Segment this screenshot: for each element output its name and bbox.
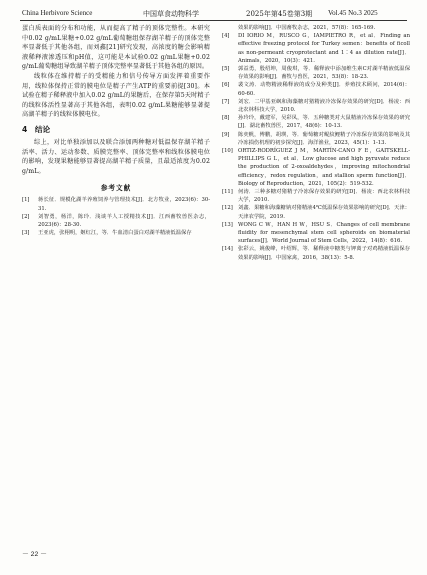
issue-cn: 2025年第45卷第3期 [246,10,313,18]
page-number: － 22 － [22,551,47,558]
reference-number: [4] [222,33,230,40]
reference-number: [8] [222,115,230,122]
reference-item [222,24,410,32]
header-rule [20,20,407,21]
reference-number: [7] [222,98,230,105]
reference-item [22,229,210,237]
reference-number: [1] [22,197,30,204]
reference-text: 刘智勇，杨洋，陈玲．浅谈羊人工授精技术[J]．江西畜牧兽医杂志，2023(6)：28-30. [38,213,210,228]
right-column [222,24,410,262]
reference-item [222,32,410,65]
reference-number: [9] [222,131,230,138]
reference-list [222,24,410,262]
journal-name-cn: 中国草食动物科学 [143,10,199,18]
reference-text: DI IORIO M，RUSCO G，IAMPIETRO R，et al．Finding an effective freezing protocol for Turkey semen：benefits of ficoll as non-permeant cryoprotectant and 1∶4 as dilution rate[J]．Animals，2020，10(3)：421. [238,33,410,64]
reference-text: 蒋长征．规模化湖羊养殖饲养与管理技术[J]．北方牧业，2023(6)：30-31. [38,197,210,212]
journal-name-en: China Herbivore Science [22,9,93,17]
reference-text: 张彩云，姚俊峰，叶绍辉，等．稀释液中糖类与钾离子对鸡精液低温保存效果的影响[J]．中国家禽，2016，38(13)：5-8. [238,246,410,261]
reference-item [222,65,410,81]
reference-list [22,196,210,237]
reference-text: 何涛．三种多糖对猪精子冷冻保存效果的研究[D]．杨凌：西北农林科技大学，2010. [238,189,410,204]
reference-number: [10] [222,148,233,155]
reference-number: [6] [222,82,230,89]
reference-item [222,245,410,261]
reference-item [222,204,410,220]
reference-text: 陈奕帆，傅鹏，胡瑛，等．葡萄糖对鳀紋鲤精子冷冻保存效果的影响及其冷冻损伤机理的初步探究[J]．海洋渔业，2023，45(1)：1-13. [238,131,410,146]
reference-number: [11] [222,189,233,196]
reference-text: 刘鑫．果糖和海藻糖钠对猪精液4℃低温保存效果影响的研究[D]．天津：天津农学院，2019. [238,205,410,220]
reference-item [222,221,410,246]
references-heading: 参考文献 [100,184,132,193]
reference-item [22,213,210,229]
reference-number: [14] [222,246,233,253]
paragraph: 蛋白质表面的分布和功能，从而提高了精子的顶体完整性。本研究中0.02 g/mL果糖+0.02 g/mL葡萄糖组保存湖羊精子的顶体完整率显著低于其他各组，而刘鑫[21]研究发现，高浓度的糖会影响精液稀释液渗透压和pH值，这可能是本试验0.02 g/mL果糖+0.02 g/mL葡萄糖组导致湖羊精子顶体完整率显著低于其他各组的原因。 [22,25,210,71]
left-column [22,24,210,237]
reference-number: [3] [22,230,30,237]
reference-number: [2] [22,213,30,220]
reference-text: 王亚虎，张栩明，姬红江，等．牛血清白蛋白对湖羊精液低温保存 [38,230,192,237]
reference-number: [5] [222,66,230,73]
reference-item [222,114,410,130]
reference-item [222,81,410,97]
reference-item [222,188,410,204]
reference-text: 刘宏．二甲基亚砜和海藻糖对猪精液冷冻保存效果的研究[D]．杨凌：西北农林科技大学，2010. [238,98,410,114]
reference-text: WONG C W，HAN H W，HSU S．Changes of cell membrane fluidity for mesenchymal stem cell spheroids on biomaterial surfaces[J]．World Journal of Stem Cells，2022，14(8)：616. [238,221,410,245]
reference-item [222,131,410,147]
reference-text: ORTIZ-RODRÍGUEZ J M，MARTÍN-CANO F E，GAITSKELL-PHILLIPS G L，et al．Low glucose and high pyruvate reduce the production of 2-oxoaldehydes，improving mitochondrial efficiency，redox regulation，and stallion sperm function[J]．Biology of Reproduction，2021，105(2)：519-532. [238,148,410,187]
reference-number: [13] [222,221,233,228]
reference-text: 效果的影响[J]．中国畜牧杂志，2021，57(8)：165-169. [238,25,376,31]
reference-item [222,147,410,188]
paragraph: 线粒体在维持精子的受精能力和信号传导方面发挥着重要作用，线粒体保持正常的膜电位是精子产生ATP的重要前提[30]。本试验在精子稀释液中加入0.02 g/mL的果糖后，在保存第5天时精子的线粒体活性显著高于其他各组，表明0.02 g/mL果糖能够显著提高湖羊精子的线粒体膜电位。 [22,72,210,119]
reference-number: [12] [222,205,233,212]
reference-item [22,196,210,212]
section-heading-conclusion: 4 结论 [22,124,51,134]
conclusion-paragraph: 综上，对比单独添加以及联合添加两种糖对低温保存湖羊精子活率、活力、运动参数、质膜完整率、顶体完整率和线粒体膜电位的影响，发现果糖能够显著提高湖羊精子质量，且最适浓度为0.02 g/mL。 [22,138,210,175]
issue-en: Vol.45 No.3 2025 [328,9,378,17]
reference-text: 郭益勇，殷绍坤，周俊琪，等．稀释液中添加维生素C对湖羊精液低温保存效果的影响[J]．畜牧与兽医，2021，53(8)：18-23. [238,66,410,81]
reference-text: 孙玲玲，戴建军，吴彩凤，等．五种糖类对大鼠精液冷冻保存效果的研究[J]．湖北畜牧兽医，2017，48(6)：10-13. [238,115,410,130]
reference-text: 裴文涛．动物精液稀释液的成分及种类[J]．养殖技术顾问，2014(6)：60-60. [238,82,410,97]
reference-item [222,98,410,114]
